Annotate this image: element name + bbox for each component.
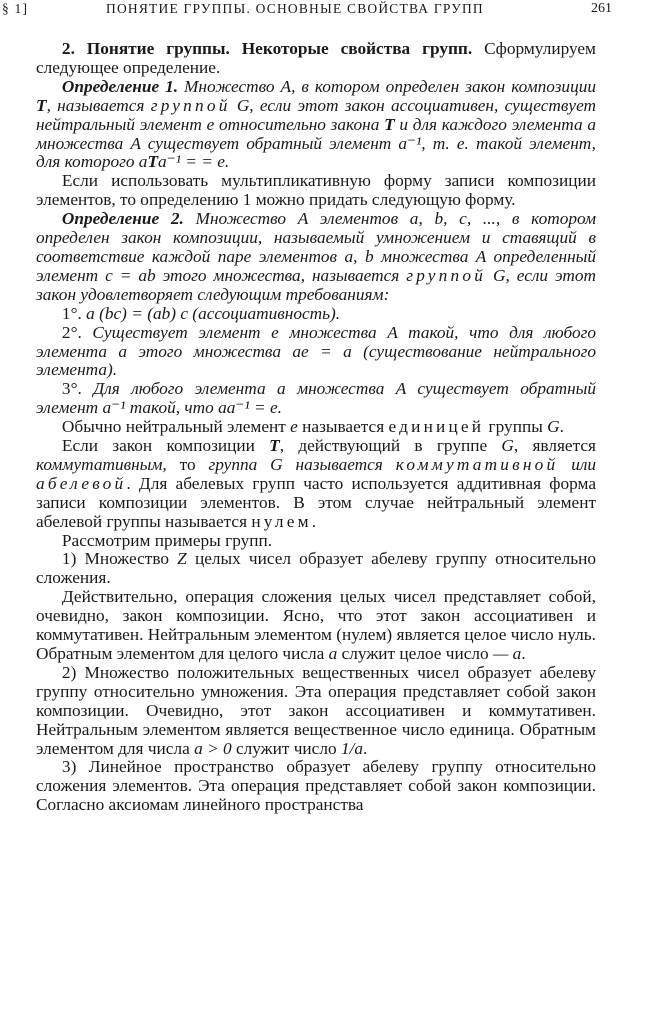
body-text bbox=[36, 40, 596, 815]
term-group-2: группой bbox=[406, 265, 487, 285]
paragraph-abelian: Если закон композиции T, действующий в группе G, является коммутативным, то группа G называется коммутативной или абелевой. Для абелевых групп часто используется аддитивная форма записи композиции элементов. В этом случае нейтральный элемент абелевой группы называется нулем. bbox=[36, 436, 597, 531]
paragraph-multiplicative: Если использовать мультипликативную форму записи композиции элементов, то определению 1 можно придать следующую форму. bbox=[36, 171, 596, 210]
term-group: группой bbox=[150, 95, 231, 115]
term-unit: единицей bbox=[388, 417, 485, 437]
definition-2-label: Определение 2. bbox=[61, 209, 184, 229]
requirement-3: 3°. Для любого элемента a множества A существует обратный элемент a⁻¹ такой, что aa⁻¹ = e. bbox=[36, 379, 596, 418]
running-title: ПОНЯТИЕ ГРУППЫ. ОСНОВНЫЕ СВОЙСТВА ГРУПП bbox=[106, 1, 484, 16]
definition-1-label: Определение 1. bbox=[61, 76, 179, 96]
paragraph-examples: Рассмотрим примеры групп. bbox=[61, 530, 273, 550]
book-page bbox=[2, 0, 612, 815]
page-number: 261 bbox=[591, 1, 612, 16]
running-head bbox=[2, 1, 612, 23]
term-commutative: коммутативной bbox=[395, 454, 559, 474]
example-3: 3) Линейное пространство образует абелеву группу относительно сложения элементов. Эта операция представляет собой закон композиции. Согласно аксиомам линейного пространства bbox=[36, 757, 596, 815]
definition-2: Определение 2. Множество A элементов a, b, c, ..., в котором определен закон композиции, называемый умножением и ставящий в соответствие каждой паре элементов a, b множества A определенный элемент c = ab этого множества, называется группой G, если этот закон удовлетворяет следующим требованиям: bbox=[36, 209, 596, 304]
paragraph-intro: 2. Понятие группы. Некоторые свойства групп. Сформулируем следующее определение. bbox=[36, 39, 596, 77]
section-heading: 2. Понятие группы. Некоторые свойства групп. bbox=[61, 39, 473, 58]
definition-1: Определение 1. Множество A, в котором определен закон композиции T, называется группой G, если этот закон ассоциативен, существует нейтральный элемент e относительно закона T и для каждого элемента a множества A существует обратный элемент a⁻¹, т. е. такой элемент, для которого aTa⁻¹ = = e. bbox=[36, 76, 596, 172]
example-1-proof: Действительно, операция сложения целых чисел представляет собой, очевидно, закон композиции. Ясно, что этот закон ассоциативен и коммутативен. Нейтральным элементом (нулем) является целое число нуль. Обратным элементом для целого числа a служит целое число — a. bbox=[36, 587, 596, 663]
example-2: 2) Множество положительных вещественных чисел образует абелеву группу относительно умножения. Эта операция представляет собой закон композиции. Очевидно, этот закон ассоциативен и коммутативен. Нейтральным элементом является вещественное число единица. Обратным элементом для числа a > 0 служит число 1/a. bbox=[36, 662, 596, 758]
example-1: 1) Множество Z целых чисел образует абелеву группу относительно сложения. bbox=[36, 549, 596, 588]
section-marker: § 1] bbox=[2, 1, 29, 16]
paragraph-unit: Обычно нейтральный элемент e называется единицей группы G. bbox=[61, 417, 564, 437]
term-zero: нулем bbox=[251, 511, 312, 531]
requirement-1: 1°. a (bc) = (ab) c (ассоциативность). bbox=[61, 303, 341, 323]
term-abelian: абелевой bbox=[36, 473, 127, 493]
requirement-2: 2°. Существует элемент e множества A такой, что для любого элемента a этого множества ae = a (существование нейтрального элемента). bbox=[36, 322, 596, 380]
